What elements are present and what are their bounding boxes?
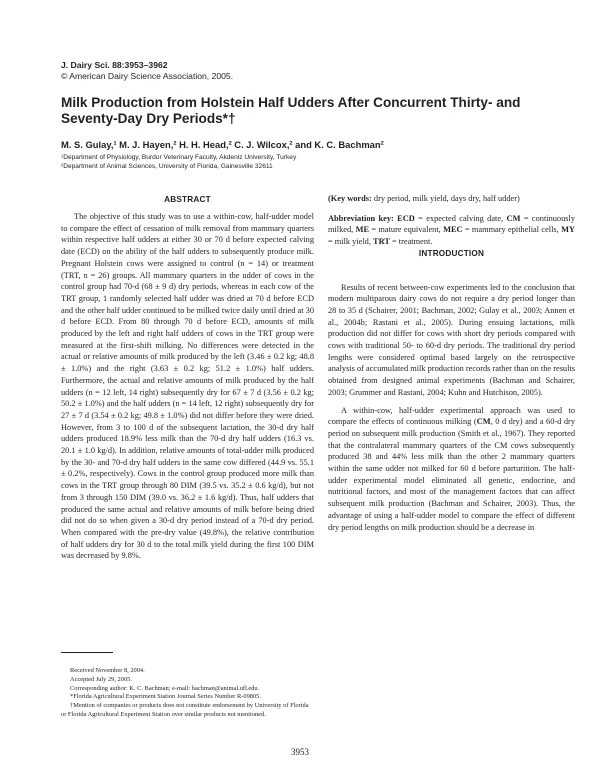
page-number: 3953 — [291, 747, 309, 757]
abstract-heading: ABSTRACT — [164, 195, 211, 204]
footnote-star: *Florida Agricultural Experiment Station Journal Series Number R-09805. — [70, 693, 261, 701]
affiliations — [61, 153, 296, 171]
keywords-list: dry period, milk yield, days dry, half udder) — [373, 194, 520, 203]
footnote-received: Received November 8, 2004. — [70, 667, 145, 674]
abbreviation-key — [328, 213, 575, 248]
abstract-body-start — [61, 211, 314, 562]
keywords-label: (Key words: — [328, 194, 372, 203]
abbr-ecd: ECD — [397, 213, 415, 223]
footnote-dagger: †Mention of companies or products does not constitute endorsement by University of Florida or Florida Agricultural Experiment Station over similar products not mentioned. — [61, 702, 309, 718]
intro-p2-rest: , 0 d dry) and a 60-d dry period on subsequent milk production (Smith et al., 1967). They reported that the contralateral mammary quarters of the CM cows subsequently produced 38 and 44% less milk than the other 2 mammary quarters within the same udder not milked for 60 d before parturition. The half-udder experimental model eliminated all genetic, endocrine, and nutritional factors, and most of the management factors that can affect subsequent milk production (Bachman and Schairer, 2003). Thus, the advantage of using a half-udder model to compare the effect of different dry period lengths on milk production should be a decrease in — [328, 417, 575, 532]
footnote-accepted: Accepted July 29, 2005. — [70, 675, 132, 683]
abbr-my: MY — [561, 225, 576, 235]
abbr-cm: CM — [506, 213, 521, 223]
footnote-rule — [61, 652, 113, 653]
journal-copyright: © American Dairy Science Association, 2005. — [61, 71, 234, 81]
abbr-me: ME — [355, 225, 370, 235]
abbr-ecd-def: = expected calving date, — [418, 213, 504, 223]
introduction-heading: INTRODUCTION — [418, 248, 485, 258]
article-title: Milk Production from Holstein Half Udders After Concurrent Thirty- and Seventy-Day Dry Periods*† — [61, 95, 521, 126]
abbr-mec: MEC — [443, 225, 463, 235]
author-list: M. S. Gulay,¹ M. J. Hayen,² H. H. Head,² C. J. Wilcox,² and K. C. Bachman² — [61, 139, 384, 150]
affiliation-2: ²Department of Animal Sciences, University of Florida, Gainesville 32611 — [61, 163, 273, 170]
abbr-trt: TRT — [373, 237, 390, 247]
left-column — [61, 211, 314, 562]
intro-p2-start: A within-cow, half-udder experimental approach was used to compare the effects of continuous milking ( — [328, 405, 575, 427]
abbreviation-label: Abbreviation key: — [328, 213, 394, 223]
abbr-me-def: = mature equivalent, — [371, 225, 441, 235]
journal-citation: J. Dairy Sci. 88:3953–3962 — [61, 60, 168, 70]
footnote-corresponding: Corresponding author: K. C. Bachman; e-mail: bachman@animal.ufl.edu. — [70, 684, 260, 692]
footnotes — [61, 652, 314, 720]
affiliation-1: ¹Department of Physiology, Burdur Veterinary Faculty, Akdeniz University, Turkey — [61, 154, 297, 161]
keywords — [328, 193, 575, 205]
intro-p2-cm: CM — [476, 417, 491, 427]
abstract-body: The objective of this study was to use a within-cow, half-udder model to compare the effect of cessation of milk removal from mammary quarters within respective half udders at either 30 or 70 d before expected calving date (ECD) on the ability of the half udders to subsequently produce milk. Pregnant Holstein cows were assigned to control (n = 14) or treatment (TRT, n = 26) groups. All mammary quarters in the udder of cows in the control group had 70-d (68 ± 9 d) dry periods, whereas in each cow of the TRT group, 1 randomly selected half udder was dried at 70 d before ECD and the other half udder continued to be milked twice daily until dried at 30 d before ECD. From 80 through 70 d before ECD, amounts of milk produced by the left and right half udders of cows in the TRT group were measured at the first-shift milking. No differences were detected in the actual or relative amounts of milk produced by the left (3.46 ± 0.2 kg; 48.8 ± 1.0%) and the right (3.63 ± 0.2 kg; 51.2 ± 1.0%) half udders. Furthermore, the actual and relative amounts of milk produced by the half udders (n = 12 left, 14 right) subsequently dry for 67 ± 7 d (3.56 ± 0.2 kg; 50.2 ± 1.0%) and the half udders (n = 14 left, 12 right) subsequently dry for 27 ± 7 d (3.54 ± 0.2 kg; 49.8 ± 1.0%) did not differ before they were dried. However, from 3 to 100 d of the subsequent lactation, the 30-d dry half udders produced 18.9% less milk than the 70-d dry half udders (16.3 vs. 20.1 ± 1.0 kg/d). In addition, relative amounts of total-udder milk produced by the 30- and 70-d dry half udders in the same cow differed (44.9 vs. 55.1 ± 0.2%, respectively). Cows in the control group produced more milk than cows in the TRT group through 80 DIM (39.5 vs. 35.2 ± 0.6 kg/d), but not from 3 through 150 DIM (39.0 vs. 36.2 ± 1.6 kg/d). Thus, half udders that produced the same actual and relative amounts of milk before being dried did not do so when given a 30-d dry period instead of a 70-d dry period. When compared with the pre-dry value (49.8%), the relative contribution of half udders dry for 30 d to the total milk yield during the first 100 DIM was decreased by 9.8%. — [61, 212, 314, 561]
intro-paragraph-1: Results of recent between-cow experiments led to the conclusion that modern multiparous dairy cows do not require a dry period longer than 28 to 35 d (Schairer, 2001; Bachman, 2002; Gulay et al., 2003; Annen et al., 2004b; Rastani et al., 2005). During ensuing lactations, milk production did not differ for cows with short dry periods compared with cows with traditional 50- to 60-d dry periods. The traditional dry period lengths were considered optimal based largely on the retrospective analysis of accumulated milk production records rather than on the results obtained from designed animal experiments (Bachman and Schairer, 2003; Grummer and Rastani, 2004; Kuhn and Hutchison, 2005). — [328, 282, 575, 397]
abbr-cm-def: = continuously milked, — [328, 213, 576, 235]
abbr-my-def: = milk yield, — [328, 237, 371, 247]
journal-citation-block — [61, 60, 233, 82]
abbr-mec-def: = mammary epithelial cells, — [464, 225, 559, 235]
right-column — [328, 193, 575, 533]
intro-paragraph-2 — [328, 405, 575, 534]
abbr-trt-def: = treatment. — [392, 237, 433, 247]
